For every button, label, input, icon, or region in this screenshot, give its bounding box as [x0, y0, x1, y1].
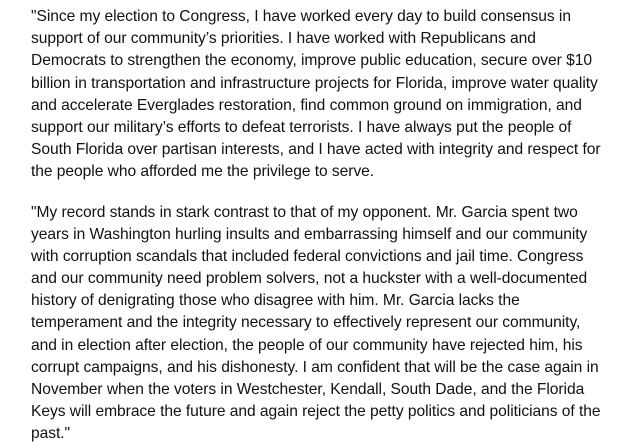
paragraph-line: "Since my election to Congress, I have worked every day to build consensus in	[31, 8, 571, 25]
paragraph-line: history of denigrating those who disagree with him. Mr. Garcia lacks the	[31, 292, 520, 310]
paragraph-line: and accelerate Everglades restoration, find common ground on immigration, and	[31, 96, 582, 114]
paragraph-line: billion in transportation and infrastructure projects for Florida, improve water quality	[31, 74, 598, 92]
paragraph-line: temperament and the integrity necessary to effectively represent our community,	[31, 314, 581, 332]
paragraph-1	[31, 6, 601, 184]
paragraph-line: Democrats to strengthen the economy, improve public education, secure over $10	[31, 52, 592, 70]
paragraph-line: and our community need problem solvers, not a huckster with a well-documented	[31, 270, 588, 288]
paragraph-line: the people who afforded me the privilege to serve.	[31, 163, 375, 181]
paragraph-line: with corruption scandals that included federal convictions and jail time. Congress	[31, 247, 584, 265]
paragraph-line: years in Washington hurling insults and embarrassing himself and our community	[31, 225, 588, 243]
paragraph-line: "My record stands in stark contrast to that of my opponent. Mr. Garcia spent two	[31, 203, 578, 221]
paragraph-line: past."	[31, 425, 71, 443]
paragraph-line: South Florida over partisan interests, and I have acted with integrity and respect for	[31, 141, 601, 159]
paragraph-line: support of our community’s priorities. I have worked with Republicans and	[31, 30, 536, 48]
paragraph-line: November when the voters in Westchester, Kendall, South Dade, and the Florida	[31, 381, 585, 398]
paragraph-2	[31, 202, 601, 446]
paragraph-line: support our military’s efforts to defeat terrorists. I have always put the people of	[31, 118, 572, 136]
paragraph-line: corrupt campaigns, and his dishonesty. I am confident that will be the case again in	[31, 358, 599, 376]
statement-document	[31, 6, 601, 446]
paragraph-line: Keys will embrace the future and again reject the petty politics and politicians of the	[31, 403, 601, 421]
paragraph-line: and in election after election, the people of our community have rejected him, his	[31, 336, 583, 354]
